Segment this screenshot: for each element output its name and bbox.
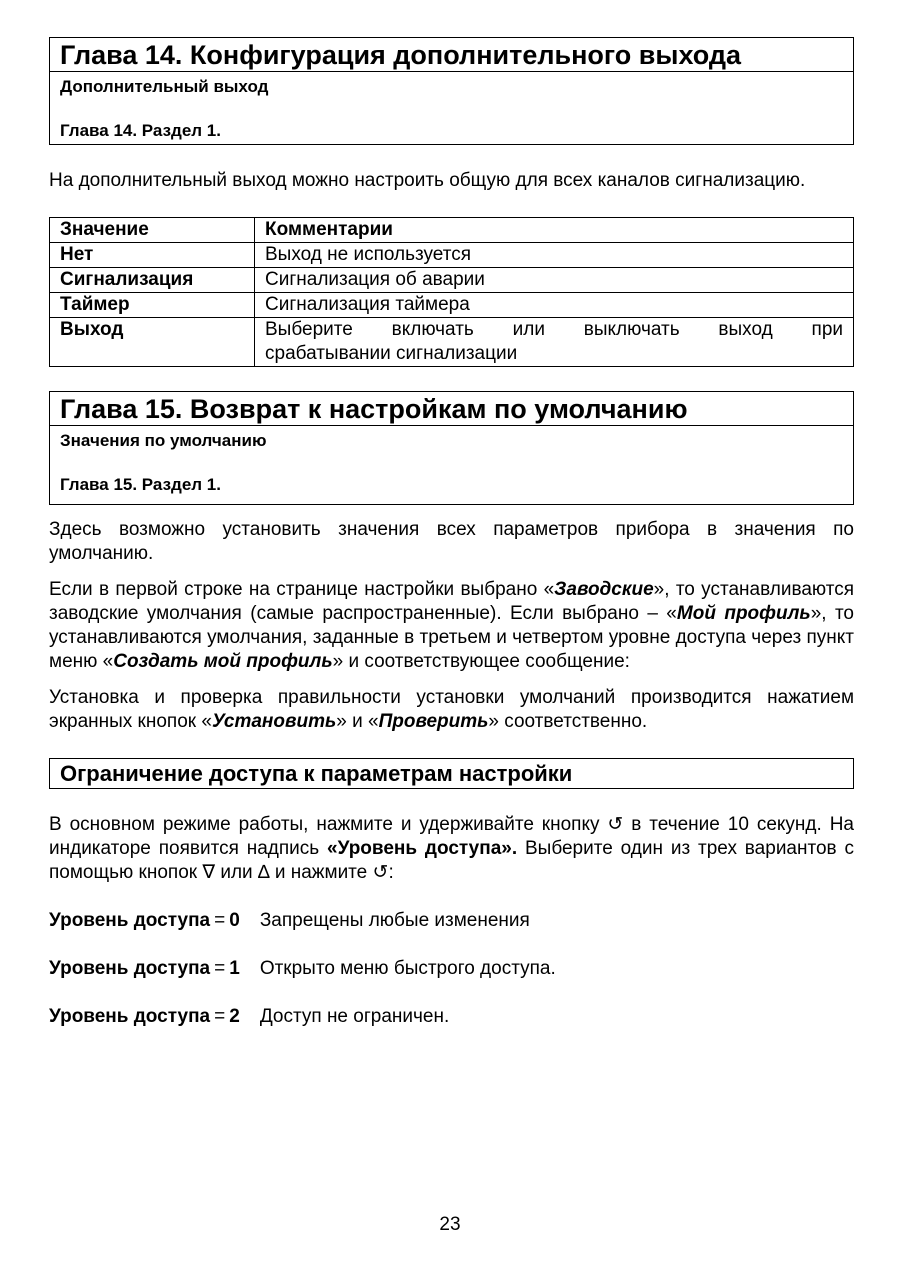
emphasis-my-profile: Мой профиль xyxy=(676,603,811,624)
chapter-14-intro: На дополнительный выход можно настроить общую для всех каналов сигнализацию. xyxy=(49,170,806,191)
table-header: Значение xyxy=(50,218,255,243)
access-level-equals: = xyxy=(214,1006,226,1027)
access-level-number: 2 xyxy=(229,1006,240,1027)
output-values-table xyxy=(49,217,854,367)
table-row xyxy=(50,243,854,268)
access-level-equals: = xyxy=(214,910,226,931)
table-cell-value: Сигнализация xyxy=(50,268,255,293)
emphasis-create-profile: Создать мой профиль xyxy=(113,651,333,672)
table-cell-value: Выход xyxy=(50,318,255,367)
chapter-14-section-box xyxy=(49,72,854,145)
emphasis-check: Проверить xyxy=(378,711,489,732)
access-level-label: Уровень доступа xyxy=(49,1006,211,1027)
section-name: Значения по умолчанию xyxy=(60,431,267,450)
table-header-row xyxy=(50,218,854,243)
chapter-15-paragraph-2 xyxy=(49,578,854,674)
access-level-number: 1 xyxy=(229,958,240,979)
table-cell-value: Нет xyxy=(50,243,255,268)
access-level-row xyxy=(49,909,854,933)
access-level-label: Уровень доступа xyxy=(49,910,211,931)
text-run: » и « xyxy=(336,711,379,732)
access-level-row xyxy=(49,1005,854,1029)
access-level-row xyxy=(49,957,854,981)
emphasis-access-level: «Уровень доступа». xyxy=(327,838,518,859)
access-level-number: 0 xyxy=(229,910,240,931)
text-run: », то устанавливаются умолчания, заданные в третьем и четвертом уровне доступа через пункт меню « xyxy=(49,603,855,672)
comment-line: Выберите включать или выключать выход при xyxy=(265,319,843,340)
chapter-15-title: Глава 15. Возврат к настройкам по умолчанию xyxy=(49,391,854,426)
access-level-label: Уровень доступа xyxy=(49,958,211,979)
section-ref: Глава 15. Раздел 1. xyxy=(60,475,221,494)
section-ref: Глава 14. Раздел 1. xyxy=(60,121,221,140)
text-run: » и соответствующее сообщение: xyxy=(332,651,630,672)
access-levels-list xyxy=(49,909,854,1029)
table-cell-comment xyxy=(255,318,854,367)
text-run: » соответственно. xyxy=(488,711,648,732)
table-cell-comment: Сигнализация об аварии xyxy=(255,268,854,293)
text-run: Если в первой строке на странице настройки выбрано « xyxy=(49,579,555,600)
access-level-description: Доступ не ограничен. xyxy=(259,1006,450,1027)
comment-line: срабатывании сигнализации xyxy=(265,343,518,364)
table-row xyxy=(50,268,854,293)
text-run: В основном режиме работы, нажмите и удерживайте кнопку ↺ в течение 10 секунд. На индикаторе появится надпись xyxy=(49,814,854,859)
text-run: Выберите один из трех вариантов с помощью кнопок ∇ или ∆ и нажмите ↺: xyxy=(49,838,854,883)
table-row xyxy=(50,318,854,367)
text-run: Установка и проверка правильности установки умолчаний производится нажатием экранных кнопок « xyxy=(49,687,854,732)
chapter-14-title: Глава 14. Конфигурация дополнительного выхода xyxy=(49,37,854,72)
section-name: Дополнительный выход xyxy=(60,77,269,96)
access-level-description: Открыто меню быстрого доступа. xyxy=(259,958,556,979)
table-row xyxy=(50,293,854,318)
access-paragraph xyxy=(49,813,854,885)
document-page xyxy=(49,37,854,1029)
chapter-15-paragraph-3 xyxy=(49,686,854,734)
chapter-15-section-box xyxy=(49,426,854,505)
emphasis-install: Установить xyxy=(211,711,337,732)
table-cell-comment: Сигнализация таймера xyxy=(255,293,854,318)
table-cell-comment: Выход не используется xyxy=(255,243,854,268)
page-number: 23 xyxy=(439,1214,461,1235)
text-run: », то устанавливаются заводские умолчания (самые распространенные). Если выбрано – « xyxy=(49,579,854,624)
table-cell-value: Таймер xyxy=(50,293,255,318)
chapter-15-paragraph-1: Здесь возможно установить значения всех параметров прибора в значения по умолчанию. xyxy=(49,519,854,564)
access-level-equals: = xyxy=(214,958,226,979)
emphasis-factory: Заводские xyxy=(554,579,654,600)
access-level-description: Запрещены любые изменения xyxy=(259,910,530,931)
access-restriction-title: Ограничение доступа к параметрам настройки xyxy=(49,758,854,789)
table-header: Комментарии xyxy=(255,218,854,243)
